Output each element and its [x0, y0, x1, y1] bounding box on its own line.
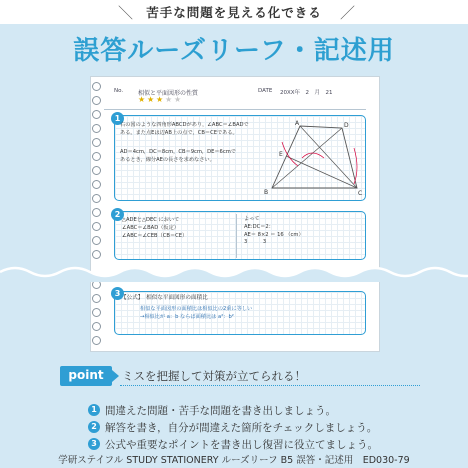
question-1-data: [120, 149, 236, 165]
formula-line: →相似比が a：b ならば面積比は a²：b²: [140, 313, 234, 320]
bullet-text: 解答を書き，自分が間違えた箇所をチェックしましょう。: [105, 422, 378, 434]
binder-hole: [92, 194, 101, 203]
question-1-text: [120, 122, 249, 138]
divider: [236, 214, 237, 258]
formula-line: 相似な平面図形の面積比は相似比の2乗に等しい: [140, 306, 253, 312]
binder-hole: [92, 236, 101, 245]
binder-hole: [92, 294, 101, 303]
binder-hole: [92, 82, 101, 91]
binder-hole: [92, 308, 101, 317]
binder-hole: [92, 180, 101, 189]
point-text: ミスを把握して対策が立てられる！: [122, 369, 306, 383]
no-label: No.: [114, 88, 124, 94]
answer-line: よって: [244, 216, 260, 222]
question-line: AD＝4cm，DC＝8cm，CB＝9cm，DE＝6cmで: [120, 149, 236, 155]
date-value: 20XX年 2 月 21: [280, 90, 333, 96]
answer-line: AE＝ 8×2 ＝ 16 （cm）: [244, 231, 304, 238]
figure-label: D: [344, 122, 349, 129]
point-row: [60, 366, 420, 386]
answer-line: ∠ABC＝∠CEB（CB＝CE）: [122, 232, 188, 239]
topic-text: 相似と平面図形の性質: [138, 90, 199, 97]
binder-hole: [92, 166, 101, 175]
binder-hole: [92, 124, 101, 133]
formula-text: [140, 306, 252, 322]
tear-divider: [0, 262, 468, 282]
binder-hole: [92, 208, 101, 217]
bullet-number: 2: [88, 421, 100, 433]
answer-line: 3 3: [244, 239, 267, 246]
question-line: 右の図のような四角形ABCDがあり，∠ABC＝∠BADで: [120, 122, 249, 128]
bullet-number: 3: [88, 438, 100, 450]
bullet-text: 間違えた問題・苦手な問題を書き出しましょう。: [105, 405, 336, 417]
question-2-answer: [244, 216, 304, 247]
star-icon: ★: [156, 95, 164, 104]
slash-decoration: ＼: [118, 4, 134, 22]
star-icon: ★: [138, 95, 146, 104]
list-item: [88, 420, 428, 437]
answer-line: AE:DC＝2：: [244, 223, 274, 230]
formula-heading: 【公式】 相似な平面図形の面積比: [121, 295, 208, 301]
list-item: [88, 403, 428, 420]
question-2-proof: [122, 217, 187, 240]
date-label: DATE: [258, 88, 273, 94]
bullet-text: 公式や重要なポイントを書き出し復習に役立てましょう。: [105, 439, 378, 451]
point-underline: [120, 385, 420, 386]
question-3-number: 3: [111, 287, 124, 300]
question-line: あるとき，線分AEの長さを求めなさい。: [120, 156, 215, 163]
slash-decoration: ／: [340, 4, 356, 22]
bullet-number: 1: [88, 404, 100, 416]
sheet-header: [104, 84, 366, 110]
binder-hole: [92, 322, 101, 331]
question-2-number: 2: [111, 208, 124, 221]
binder-hole: [92, 138, 101, 147]
answer-line: △ADEと△DEC において: [122, 217, 180, 223]
question-line: ある。また点Eは辺AB上の点で，CB＝CEである。: [120, 129, 238, 136]
feature-list: [88, 403, 428, 454]
binder-hole: [92, 222, 101, 231]
product-footer: 学研ステイフル STUDY STATIONERY ルーズリーフ B5 誤答・記述用 ED030-79: [58, 455, 410, 466]
binder-hole: [92, 96, 101, 105]
question-1-number: 1: [111, 112, 124, 125]
point-badge: point: [60, 366, 112, 386]
star-icon: ★: [147, 95, 155, 104]
binder-hole: [92, 250, 101, 259]
star-icon: ★: [165, 95, 173, 104]
figure-label: A: [295, 120, 300, 127]
binder-hole: [92, 110, 101, 119]
figure-label: C: [358, 190, 363, 197]
product-title: 誤答ルーズリーフ・記述用: [73, 36, 395, 66]
tagline: 苦手な問題を見える化できる: [146, 5, 322, 20]
binder-hole: [92, 336, 101, 345]
figure-label: B: [264, 189, 269, 196]
answer-line: ∠ABC＝∠BAD（仮定）: [122, 224, 179, 231]
geometry-figure: [262, 118, 366, 198]
binder-hole: [92, 152, 101, 161]
figure-label: E: [279, 151, 283, 158]
star-icon: ★: [174, 95, 182, 104]
